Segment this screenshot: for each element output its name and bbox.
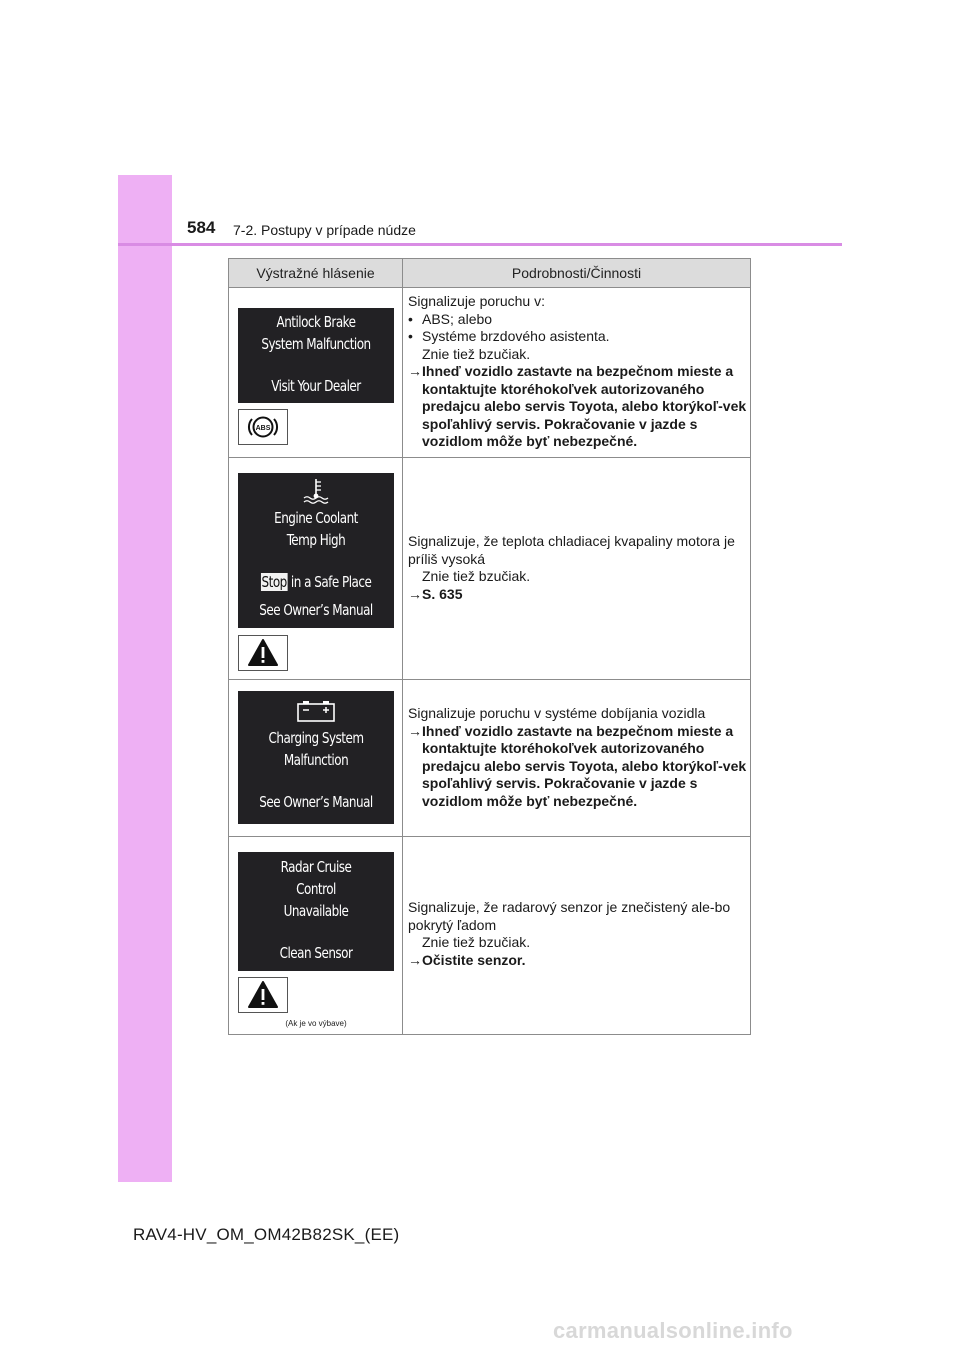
table-row (229, 458, 751, 680)
display-line: Malfunction (283, 751, 349, 769)
display-line: System Malfunction (261, 335, 371, 353)
side-bar (118, 175, 172, 1182)
details-line: Signalizuje, že teplota chladiacej kvapaliny motora je príliš vysoká (408, 533, 735, 567)
display-line: Control (296, 880, 336, 898)
master-warning-icon (238, 635, 288, 671)
arrow-icon: → (408, 363, 422, 379)
display-message (238, 691, 394, 824)
warning-cell (229, 458, 403, 680)
details-cell (403, 680, 751, 837)
action-line (408, 363, 750, 451)
page-number: 584 (187, 218, 216, 237)
details-text (408, 293, 750, 451)
display-line: Charging System (268, 729, 364, 747)
action-line (408, 586, 750, 604)
warning-cell (229, 288, 403, 458)
warning-cell (229, 680, 403, 837)
master-warning-icon (238, 977, 288, 1013)
svg-text:ABS: ABS (255, 425, 271, 432)
battery-icon (296, 699, 336, 723)
table-row (229, 288, 751, 458)
display-message (238, 308, 394, 403)
display-line-text: in a Safe Place (290, 573, 372, 591)
buzzer-note: Znie tiež bzučiak. (422, 345, 531, 362)
bullet-item: • Systéme brzdového asistenta. (408, 328, 610, 344)
table-row (229, 837, 751, 1035)
table-row (229, 680, 751, 837)
arrow-icon: → (408, 585, 422, 602)
display-message (238, 473, 394, 628)
details-text (408, 705, 750, 810)
details-text (408, 899, 750, 969)
bullet-text: Systéme brzdového asistenta. (422, 328, 610, 344)
details-cell (403, 837, 751, 1035)
arrow-icon: → (408, 722, 422, 739)
warning-table (228, 258, 751, 1035)
buzzer-note: Znie tiež bzučiak. (422, 934, 531, 950)
bullet-item: • ABS; alebo (408, 310, 493, 327)
col-header-details: Podrobnosti/Činnosti (403, 259, 751, 288)
page-reference: S. 635 (422, 585, 463, 602)
abs-warning-icon (238, 409, 288, 445)
col-header-warning: Výstražné hlásenie (229, 259, 403, 288)
details-cell (403, 458, 751, 680)
warning-cell (229, 837, 403, 1035)
display-line: Clean Sensor (279, 944, 353, 962)
display-line: See Owner’s Manual (259, 601, 373, 619)
action-text: Ihneď vozidlo zastavte na bezpečnom mieste a kontaktujte ktoréhokoľvek autorizovaného predajcu alebo servis Toyota, alebo ktorýkoľ-vek spoľahlivý servis. Pokračovanie v jazde s vozidlom môže byť nebezpečné. (422, 363, 747, 449)
details-line: Signalizuje, že radarový senzor je znečistený ale-bo pokrytý ľadom (408, 899, 731, 933)
display-line-stop (249, 571, 383, 593)
watermark: carmanualsonline.info (553, 1318, 793, 1343)
display-line: Antilock Brake (276, 313, 356, 331)
display-line: Radar Cruise (280, 858, 352, 876)
document-code: RAV4-HV_OM_OM42B82SK_(EE) (133, 1225, 400, 1244)
buzzer-note: Znie tiež bzučiak. (422, 568, 531, 584)
action-line (408, 723, 750, 811)
details-text (408, 533, 750, 603)
bullet-text: ABS; alebo (422, 310, 493, 327)
details-line: Signalizuje poruchu v systéme dobíjania vozidla (408, 705, 706, 721)
action-text: Očistite senzor. (422, 951, 526, 968)
display-line: Temp High (286, 531, 346, 549)
details-cell (403, 288, 751, 458)
display-message (238, 852, 394, 971)
stop-highlight: Stop (261, 573, 287, 591)
details-line: Signalizuje poruchu v: (408, 293, 545, 309)
action-text: Ihneď vozidlo zastavte na bezpečnom mieste a kontaktujte ktoréhokoľvek autorizovaného predajcu alebo servis Toyota, alebo ktorýkoľ-vek spoľahlivý servis. Pokračovanie v jazde s vozidlom môže byť nebezpečné. (422, 722, 747, 809)
section-title: 7-2. Postupy v prípade núdze (233, 222, 416, 238)
equipment-footnote: (Ak je vo výbave) (285, 1019, 347, 1028)
coolant-temperature-icon (300, 477, 332, 505)
display-line: See Owner’s Manual (259, 793, 373, 811)
display-line: Visit Your Dealer (271, 377, 361, 395)
arrow-icon: → (408, 951, 422, 968)
display-line: Unavailable (283, 902, 349, 920)
header-rule (118, 243, 842, 246)
display-line: Engine Coolant (274, 509, 358, 527)
action-line (408, 952, 750, 970)
